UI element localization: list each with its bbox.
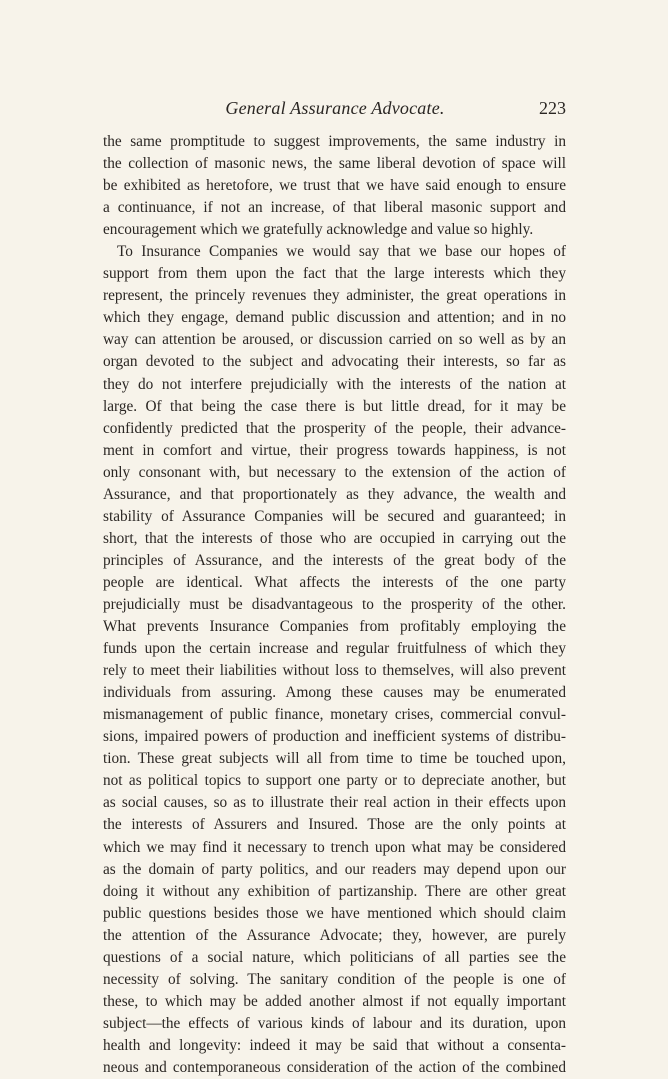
body-text bbox=[103, 131, 566, 1079]
text-line: a continuance, if not an increase, of that liberal masonic support and bbox=[103, 199, 566, 217]
text-line: which we may find it necessary to trench upon what may be considered bbox=[103, 838, 566, 856]
text-line: subject—the effects of various kinds of labour and its duration, upon bbox=[103, 1014, 566, 1032]
text-line: represent, the princely revenues they administer, the great operations in bbox=[103, 287, 566, 305]
text-line: which they engage, demand public discussion and attention; and in no bbox=[103, 309, 566, 327]
text-line: they do not interfere prejudicially with the interests of the nation at bbox=[103, 375, 566, 393]
text-line: mismanagement of public finance, monetary crises, commercial convul- bbox=[103, 706, 566, 724]
text-line: organ devoted to the subject and advocating their interests, so far as bbox=[103, 353, 566, 371]
text-line: not as political topics to support one party or to depreciate another, but bbox=[103, 772, 566, 790]
text-line: support from them upon the fact that the large interests which they bbox=[103, 265, 566, 283]
text-line: encouragement which we gratefully acknowledge and value so highly. bbox=[103, 221, 534, 239]
text-line: public questions besides those we have mentioned which should claim bbox=[103, 904, 566, 922]
text-line: be exhibited as heretofore, we trust that we have said enough to ensure bbox=[103, 177, 566, 195]
running-head bbox=[100, 98, 570, 122]
text-line: as social causes, so as to illustrate their real action in their effects upon bbox=[103, 794, 566, 812]
text-line: people are identical. What affects the interests of the one party bbox=[103, 573, 566, 591]
page-number: 223 bbox=[539, 98, 566, 118]
text-line: only consonant with, but necessary to the extension of the action of bbox=[103, 463, 566, 481]
text-line: prejudicially must be disadvantageous to the prosperity of the other. bbox=[103, 595, 566, 613]
text-line: as the domain of party politics, and our readers may depend upon our bbox=[103, 860, 566, 878]
text-line: What prevents Insurance Companies from profitably employing the bbox=[103, 618, 566, 636]
text-line: the collection of masonic news, the same liberal devotion of space will bbox=[103, 155, 566, 173]
text-line: To Insurance Companies we would say that we base our hopes of bbox=[117, 243, 566, 261]
text-line: principles of Assurance, and the interests of the great body of the bbox=[103, 551, 566, 569]
text-line: necessity of solving. The sanitary condition of the people is one of bbox=[103, 970, 566, 988]
text-line: neous and contemporaneous consideration of the action of the combined bbox=[103, 1058, 566, 1076]
text-line: short, that the interests of those who are occupied in carrying out the bbox=[103, 529, 566, 547]
text-line: funds upon the certain increase and regular fruitfulness of which they bbox=[103, 640, 566, 658]
text-line: sions, impaired powers of production and inefficient systems of distribu- bbox=[103, 728, 566, 746]
text-line: questions of a social nature, which politicians of all parties see the bbox=[103, 948, 566, 966]
text-line: these, to which may be added another almost if not equally important bbox=[103, 992, 566, 1010]
text-line: individuals from assuring. Among these causes may be enumerated bbox=[103, 684, 566, 702]
text-line: doing it without any exhibition of partizanship. There are other great bbox=[103, 882, 566, 900]
text-line: Assurance, and that proportionately as they advance, the wealth and bbox=[103, 485, 566, 503]
text-line: the attention of the Assurance Advocate; they, however, are purely bbox=[103, 926, 566, 944]
text-line: way can attention be aroused, or discussion carried on so well as by an bbox=[103, 331, 566, 349]
text-line: ment in comfort and virtue, their progress towards happiness, is not bbox=[103, 441, 566, 459]
text-line: tion. These great subjects will all from time to time be touched upon, bbox=[103, 750, 566, 768]
text-line: large. Of that being the case there is but little dread, for it may be bbox=[103, 397, 566, 415]
text-line: confidently predicted that the prosperity of the people, their advance- bbox=[103, 419, 566, 437]
text-line: the interests of Assurers and Insured. Those are the only points at bbox=[103, 816, 566, 834]
running-title: General Assurance Advocate. bbox=[225, 98, 445, 118]
text-line: rely to meet their liabilities without loss to themselves, will also prevent bbox=[103, 662, 566, 680]
text-line: health and longevity: indeed it may be said that without a consenta- bbox=[103, 1036, 566, 1054]
text-line: stability of Assurance Companies will be secured and guaranteed; in bbox=[103, 507, 566, 525]
text-line: the same promptitude to suggest improvements, the same industry in bbox=[103, 133, 566, 150]
